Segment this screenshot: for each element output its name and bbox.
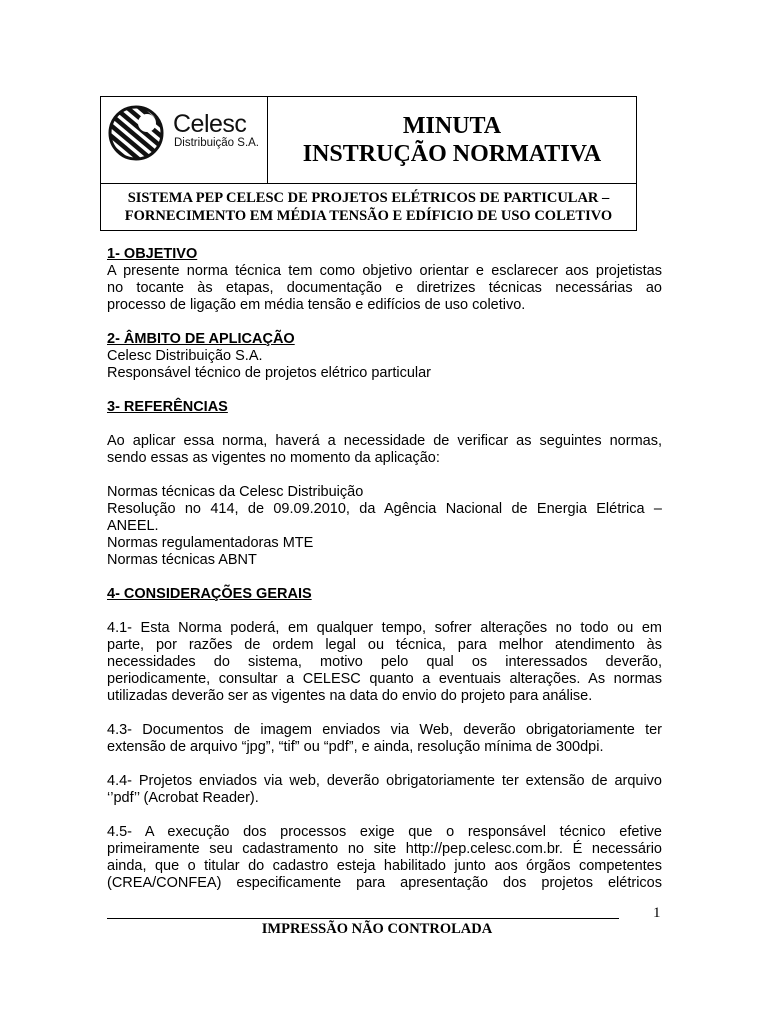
celesc-logo-mark-icon: [108, 105, 164, 161]
reference-item: Normas técnicas ABNT: [107, 552, 257, 568]
logo-subtitle: Distribuição S.A.: [174, 137, 260, 149]
paragraph-line: A presente norma técnica tem como objetivo orientar e esclarecer aos projetistas: [107, 263, 662, 279]
document-title: [268, 97, 636, 183]
paragraph-line: no tocante às etapas, documentação e diretrizes técnicas necessárias ao: [107, 280, 662, 296]
paragraph-line: ainda, que o titular do cadastro esteja habilitado junto aos órgãos competentes: [107, 858, 662, 874]
paragraph-line: ‘’pdf’’ (Acrobat Reader).: [107, 790, 259, 806]
header-box: [100, 96, 637, 231]
page-number: 1: [653, 905, 661, 921]
document-body: [107, 246, 662, 892]
section-2-line: Responsável técnico de projetos elétrico particular: [107, 365, 432, 381]
title-line-1: MINUTA: [402, 113, 502, 139]
paragraph-line: processo de ligação em média tensão e edifícios de uso coletivo.: [107, 297, 526, 313]
section-2-line: Celesc Distribuição S.A.: [107, 348, 263, 364]
paragraph-4-4: [107, 773, 662, 807]
reference-item: Normas técnicas da Celesc Distribuição: [107, 484, 364, 500]
paragraph-line: 4.3- Documentos de imagem enviados via Web, deverão obrigatoriamente ter: [107, 722, 662, 738]
footer-note: IMPRESSÃO NÃO CONTROLADA: [261, 921, 493, 937]
paragraph-line: 4.4- Projetos enviados via web, deverão obrigatoriamente ter extensão de arquivo: [107, 773, 662, 789]
section-1-paragraph: [107, 263, 662, 314]
footer-rule: [107, 918, 619, 919]
title-line-2: INSTRUÇÃO NORMATIVA: [302, 141, 602, 167]
paragraph-line: periodicamente, consultar a CELESC quanto a eventuais alterações. As normas: [107, 671, 662, 687]
paragraph-line: parte, por razões de ordem legal ou técnica, para melhor atendimento às: [107, 637, 662, 653]
paragraph-line: (CREA/CONFEA) especificamente para apresentação dos projetos elétricos: [107, 875, 662, 891]
reference-item: Resolução no 414, de 09.09.2010, da Agência Nacional de Energia Elétrica –: [107, 501, 662, 517]
subtitle-line-2: FORNECIMENTO EM MÉDIA TENSÃO E EDÍFICIO DE USO COLETIVO: [124, 208, 613, 224]
reference-item: ANEEL.: [107, 518, 159, 534]
paragraph-line: utilizadas deverão ser as vigentes na data do envio do projeto para análise.: [107, 688, 593, 704]
section-4-heading: 4- CONSIDERAÇÕES GERAIS: [107, 586, 312, 602]
section-3-intro-line: Ao aplicar essa norma, haverá a necessidade de verificar as seguintes normas,: [107, 433, 662, 449]
section-3-intro-line: sendo essas as vigentes no momento da aplicação:: [107, 450, 440, 466]
paragraph-line: extensão de arquivo “jpg”, “tif” ou “pdf”, e ainda, resolução mínima de 300dpi.: [107, 739, 604, 755]
subtitle-line-1: SISTEMA PEP CELESC DE PROJETOS ELÉTRICOS DE PARTICULAR –: [127, 190, 610, 206]
paragraph-4-3: [107, 722, 662, 756]
paragraph-4-5: [107, 824, 662, 892]
section-3-heading: 3- REFERÊNCIAS: [107, 399, 228, 415]
paragraph-line: 4.5- A execução dos processos exige que o responsável técnico efetive: [107, 824, 662, 840]
paragraph-4-1: [107, 620, 662, 705]
paragraph-line: primeiramente seu cadastramento no site http://pep.celesc.com.br. É necessário: [107, 841, 662, 857]
paragraph-line: necessidades do sistema, motivo pelo qual os interessados deverão,: [107, 654, 662, 670]
section-1-heading: 1- OBJETIVO: [107, 246, 198, 262]
section-2-heading: 2- ÂMBITO DE APLICAÇÃO: [107, 331, 295, 347]
paragraph-line: 4.1- Esta Norma poderá, em qualquer tempo, sofrer alterações no todo ou em: [107, 620, 662, 636]
reference-item: Normas regulamentadoras MTE: [107, 535, 314, 551]
document-subtitle: [101, 183, 636, 230]
logo-name: Celesc: [173, 110, 247, 138]
celesc-logo: [101, 97, 268, 183]
